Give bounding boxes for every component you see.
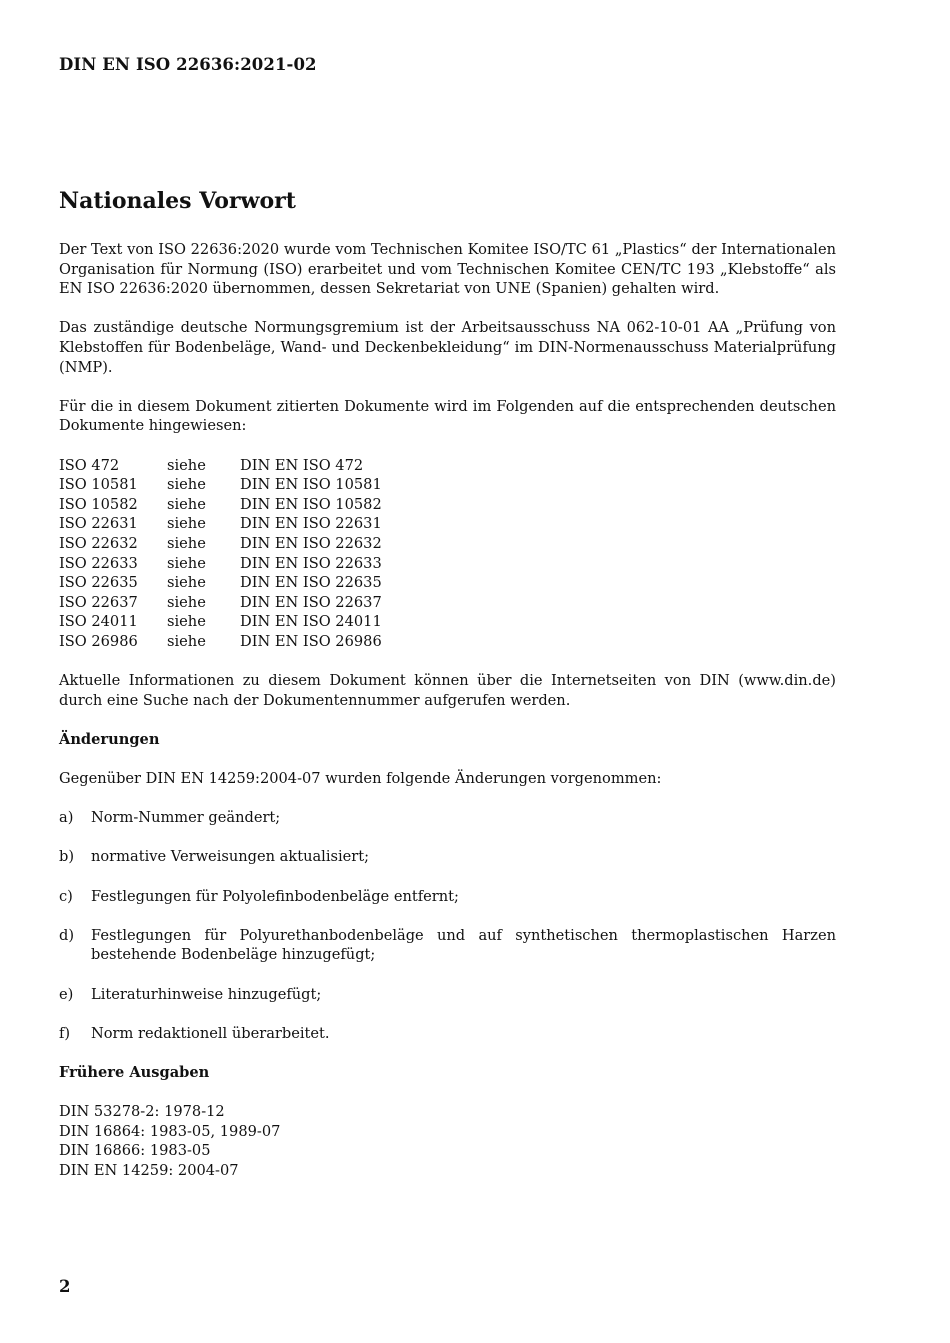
changes-list-item xyxy=(59,808,836,828)
reference-iso: ISO 22635 xyxy=(59,574,138,592)
paragraph-info: Aktuelle Informationen zu diesem Dokument können über die Internetseiten von DIN (www.din.de) durch eine Suche nach der Dokumentennummer aufgerufen werden. xyxy=(59,672,836,709)
earlier-editions-list xyxy=(59,1102,836,1180)
changes-list-item xyxy=(59,985,836,1005)
paragraph-origin: Der Text von ISO 22636:2020 wurde vom Technischen Komitee ISO/TC 61 „Plastics“ der Internationalen Organisation für Normung (ISO) erarbeitet und vom Technischen Komitee CEN/TC 193 „Klebstoffe“ als EN ISO 22636:2020 übernommen, dessen Sekretariat von UNE (Spanien) gehalten wird. xyxy=(59,241,836,298)
reference-row xyxy=(59,573,836,593)
earlier-edition-line: DIN EN 14259: 2004-07 xyxy=(59,1161,239,1179)
reference-din: DIN EN ISO 24011 xyxy=(240,613,382,631)
reference-din: DIN EN ISO 22632 xyxy=(240,534,382,552)
reference-iso: ISO 22631 xyxy=(59,515,138,533)
reference-din: DIN EN ISO 22631 xyxy=(240,515,382,533)
changes-heading: Änderungen xyxy=(59,730,160,748)
list-text: Festlegungen für Polyurethanbodenbeläge und auf synthetischen thermoplastischen Harzen bestehende Bodenbeläge hinzugefügt; xyxy=(91,926,836,964)
reference-iso: ISO 26986 xyxy=(59,632,138,650)
document-id-header: DIN EN ISO 22636:2021-02 xyxy=(59,55,317,74)
earlier-edition-line: DIN 16864: 1983-05, 1989-07 xyxy=(59,1122,281,1140)
reference-row xyxy=(59,495,836,515)
reference-siehe: siehe xyxy=(167,593,206,611)
reference-row xyxy=(59,514,836,534)
reference-iso: ISO 472 xyxy=(59,456,120,474)
earlier-edition-line: DIN 53278-2: 1978-12 xyxy=(59,1103,225,1121)
list-marker: f) xyxy=(59,1024,71,1042)
list-text: Festlegungen für Polyolefinbodenbeläge entfernt; xyxy=(91,887,459,905)
page-title: Nationales Vorwort xyxy=(59,188,296,214)
reference-siehe: siehe xyxy=(167,476,206,494)
reference-din: DIN EN ISO 472 xyxy=(240,456,364,474)
reference-iso: ISO 22637 xyxy=(59,593,138,611)
reference-din: DIN EN ISO 10581 xyxy=(240,476,382,494)
reference-iso: ISO 10582 xyxy=(59,495,138,513)
reference-row xyxy=(59,593,836,613)
reference-row xyxy=(59,534,836,554)
changes-list-item xyxy=(59,887,836,907)
reference-siehe: siehe xyxy=(167,534,206,552)
reference-din: DIN EN ISO 10582 xyxy=(240,495,382,513)
earlier-editions-heading: Frühere Ausgaben xyxy=(59,1063,210,1081)
reference-iso: ISO 24011 xyxy=(59,613,138,631)
list-marker: c) xyxy=(59,887,73,905)
paragraph-committee: Das zuständige deutsche Normungsgremium ist der Arbeitsausschuss NA 062-10-01 AA „Prüfung von Klebstoffen für Bodenbeläge, Wand- und Deckenbekleidung“ im DIN-Normenausschuss Materialprüfung (NMP). xyxy=(59,319,836,376)
page-number: 2 xyxy=(59,1277,71,1296)
reference-siehe: siehe xyxy=(167,515,206,533)
reference-siehe: siehe xyxy=(167,554,206,572)
reference-din: DIN EN ISO 26986 xyxy=(240,632,382,650)
reference-siehe: siehe xyxy=(167,495,206,513)
list-marker: e) xyxy=(59,985,74,1003)
reference-row xyxy=(59,475,836,495)
reference-din: DIN EN ISO 22637 xyxy=(240,593,382,611)
reference-table xyxy=(59,456,836,652)
changes-intro: Gegenüber DIN EN 14259:2004-07 wurden folgende Änderungen vorgenommen: xyxy=(59,770,662,788)
changes-list-item xyxy=(59,1024,836,1044)
reference-siehe: siehe xyxy=(167,613,206,631)
changes-list-item xyxy=(59,926,836,965)
paragraph-references-intro: Für die in diesem Dokument zitierten Dokumente wird im Folgenden auf die entsprechenden deutschen Dokumente hingewiesen: xyxy=(59,397,836,435)
reference-din: DIN EN ISO 22633 xyxy=(240,554,382,572)
list-text: Norm-Nummer geändert; xyxy=(91,809,281,827)
reference-siehe: siehe xyxy=(167,456,206,474)
list-marker: b) xyxy=(59,848,75,866)
list-text: normative Verweisungen aktualisiert; xyxy=(91,848,370,866)
reference-row xyxy=(59,554,836,574)
reference-iso: ISO 10581 xyxy=(59,476,138,494)
list-marker: a) xyxy=(59,809,74,827)
list-marker: d) xyxy=(59,926,75,944)
reference-din: DIN EN ISO 22635 xyxy=(240,574,382,592)
list-text: Literaturhinweise hinzugefügt; xyxy=(91,985,322,1003)
earlier-edition-line: DIN 16866: 1983-05 xyxy=(59,1142,211,1160)
changes-list-item xyxy=(59,847,836,867)
document-body xyxy=(59,240,836,1181)
list-text: Norm redaktionell überarbeitet. xyxy=(91,1024,330,1042)
reference-iso: ISO 22633 xyxy=(59,554,138,572)
reference-siehe: siehe xyxy=(167,574,206,592)
reference-row xyxy=(59,632,836,652)
reference-row xyxy=(59,456,836,476)
reference-row xyxy=(59,612,836,632)
reference-iso: ISO 22632 xyxy=(59,534,138,552)
reference-siehe: siehe xyxy=(167,632,206,650)
